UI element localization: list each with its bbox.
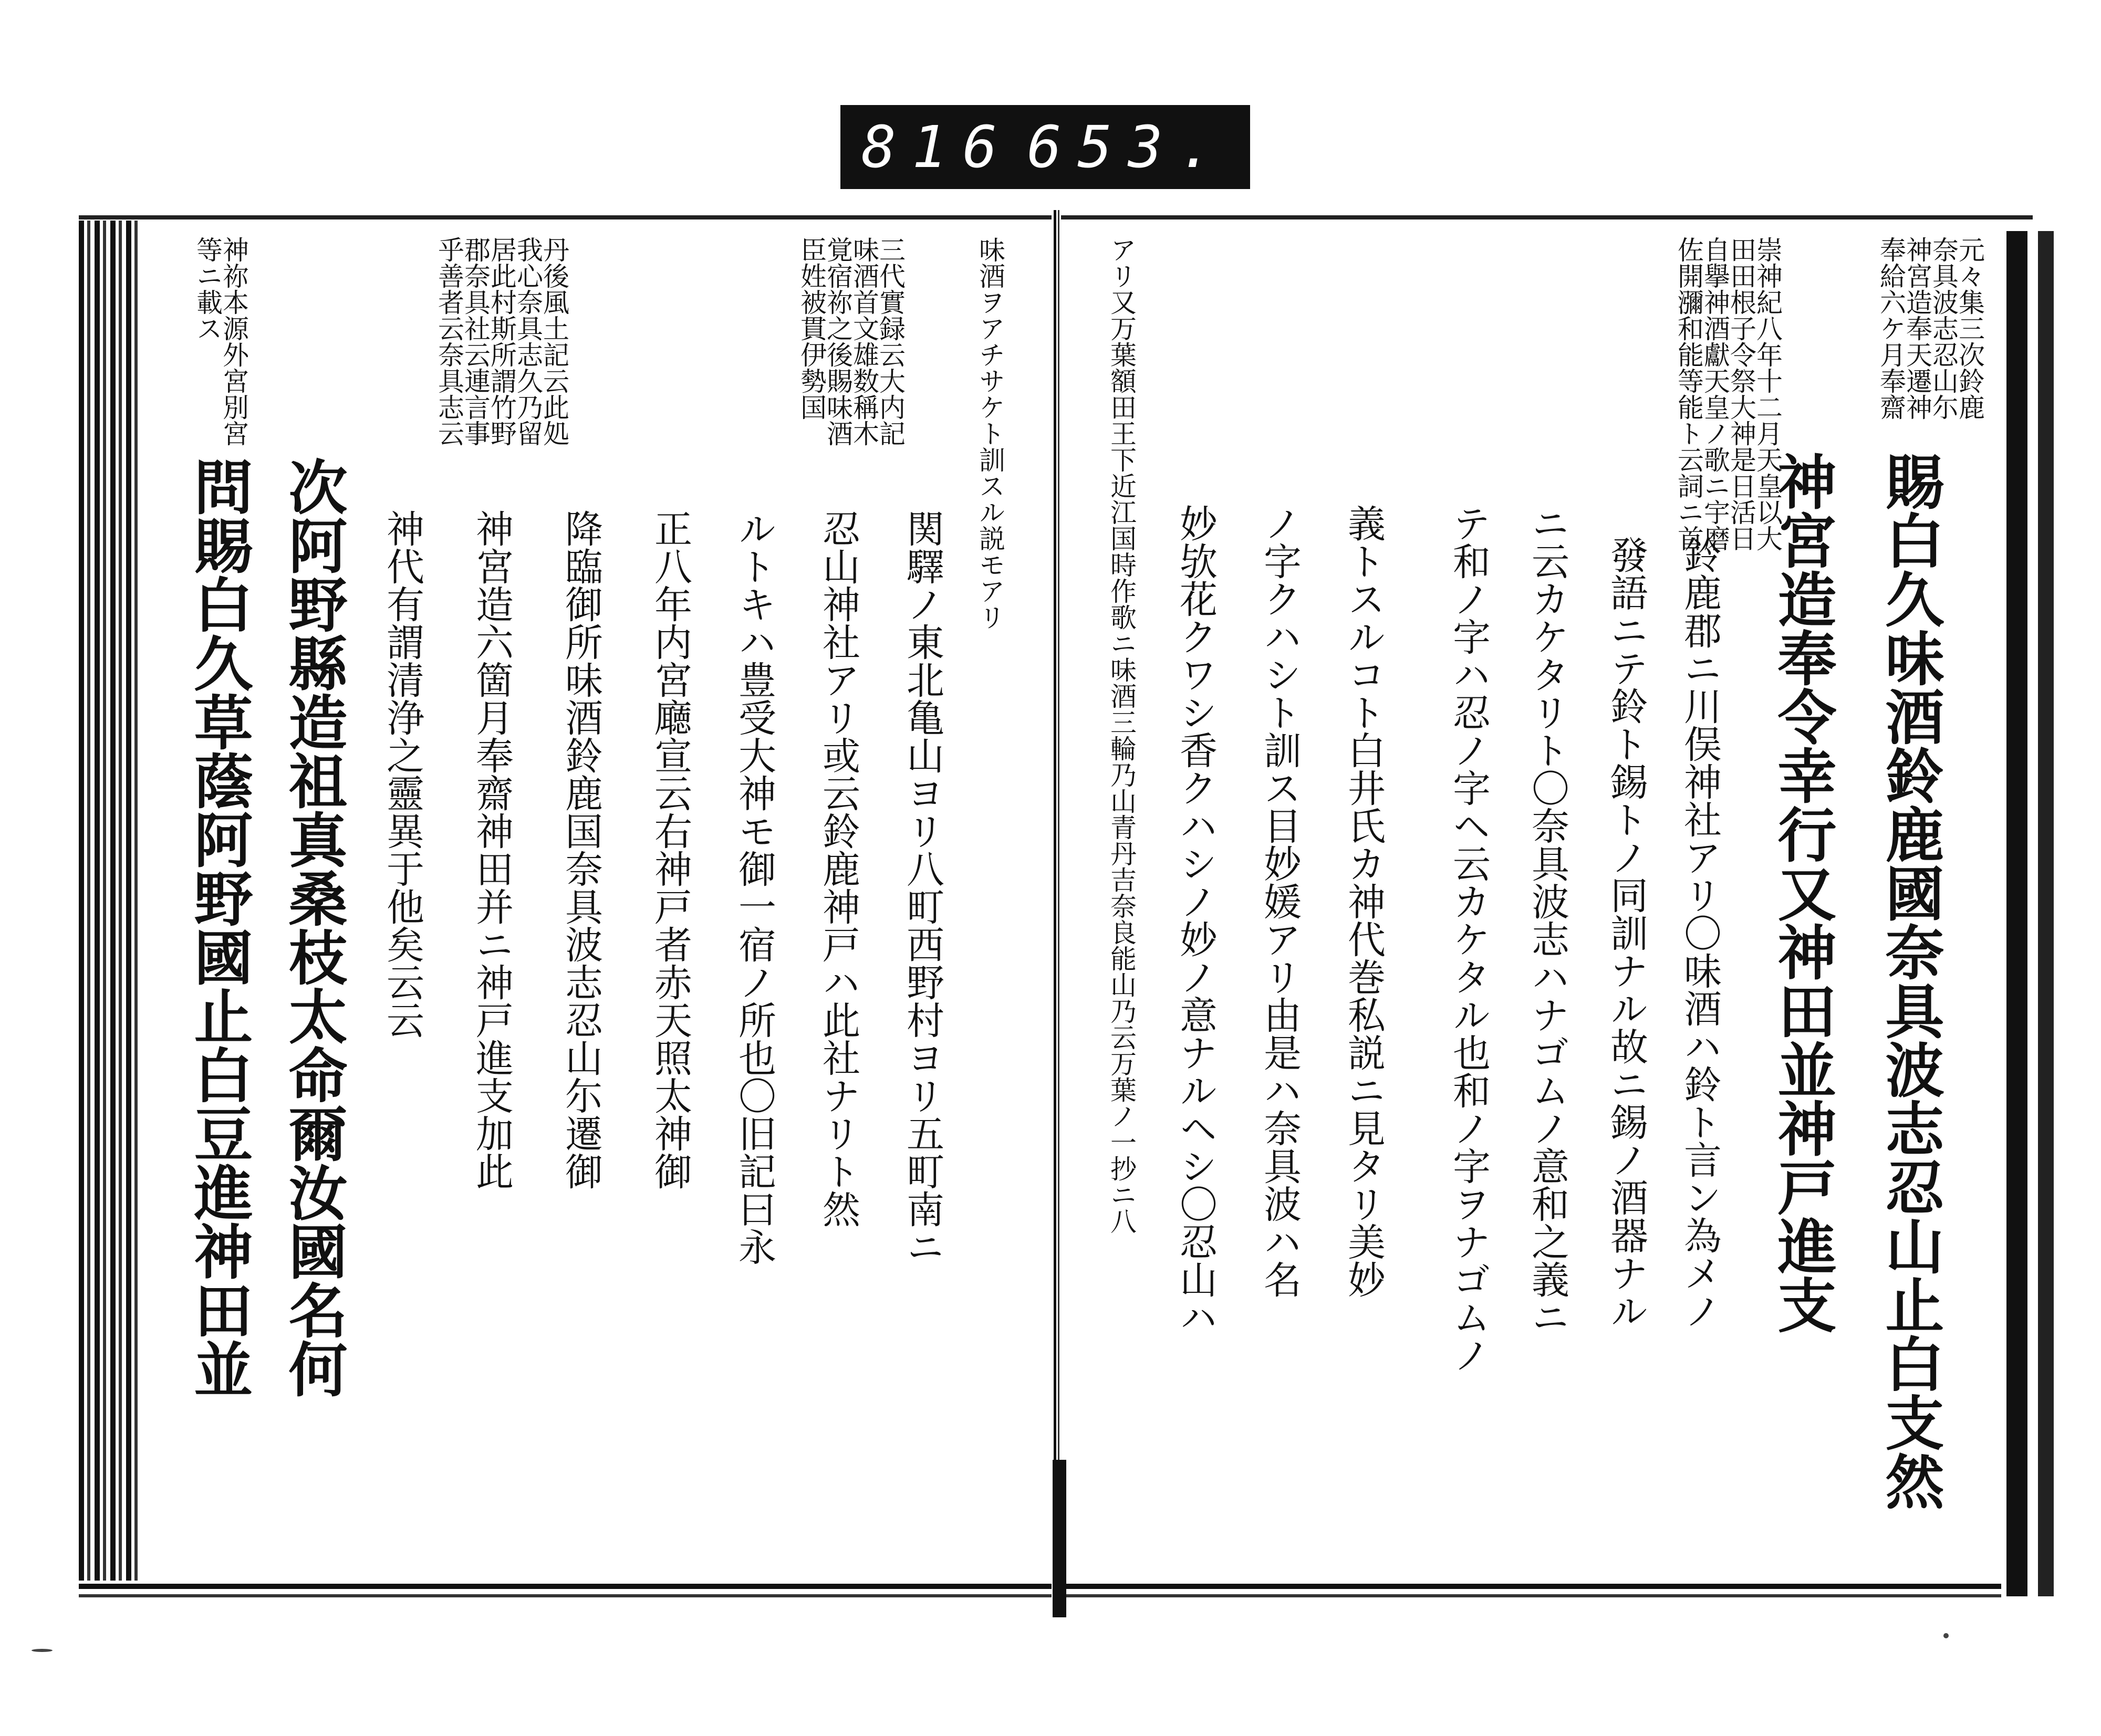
left-column-3: ルトキハ豊受大神モ御一宿ノ所也〇旧記曰永 [732, 509, 776, 1266]
right-column-9: 妙欤花クワシ香クハシノ妙ノ意ナルヘシ〇忍山ハ [1173, 504, 1218, 1336]
spine-tab [1053, 1460, 1066, 1617]
left-note-3: 丹後風土記云此処我心奈具志久乃留居此村斯所謂竹野郡奈具社云連言事乎善者云奈具志云 [434, 236, 569, 446]
scan-speck [32, 1649, 53, 1652]
right-column-6: テ和ノ字ハ忍ノ字ヘ云カケタル也和ノ字ヲナゴムノ [1447, 504, 1491, 1374]
left-note-4: 神祢本源外宮別宮等ニ載ス [192, 236, 249, 446]
right-column-7: 義トスルコト白井氏カ神代巻私説ニ見タリ美妙 [1341, 504, 1386, 1298]
right-column-8: ノ字クハシト訓ス目妙媛アリ由是ハ奈具波ハ名 [1257, 504, 1302, 1298]
stamp-left-number: 816 [861, 113, 1013, 181]
left-column-1: 関驛ノ東北亀山ヨリ八町西野村ヨリ五町南ニ [900, 509, 944, 1266]
right-page-edge [1996, 231, 2101, 1596]
right-column-3: 鈴鹿郡ニ川俣神社アリ〇味酒ハ鈴ト言ン為メノ [1678, 536, 1722, 1330]
stamp-right-number: 653. [1027, 113, 1229, 181]
left-note-2: 三代實録云大内記味酒首文雄数稱木覚宿祢之後賜味酒臣姓被貫伊勢国 [796, 236, 906, 446]
right-note-2: 崇神紀八年十二月天皇以大田田根子令祭大神是日活日自擧神酒獻天皇ノ歌ニ宇磨佐開瀰和能等能ト云詞ニ首 [1673, 236, 1783, 551]
right-column-4: 發語ニテ鈴ト錫トノ同訓ナル故ニ錫ノ酒器ナル [1604, 536, 1648, 1330]
left-column-4: 正八年内宮廰宣云右神戸者赤天照太神御 [648, 509, 692, 1190]
left-column-6: 神宮造六箇月奉齋神田并ニ神戸進支加此 [470, 509, 514, 1190]
right-note-3: アリ又万葉額田王下近江国時作歌ニ味酒三輪乃山青丹吉奈良能山乃云万葉ノ一抄ニ八 [1106, 236, 1137, 1234]
right-note-1: 元々集三次鈴鹿奈具波志忍山尓神宮造奉天遷神奉給六ケ月奉齋 [1876, 236, 1985, 420]
left-column-2: 忍山神社アリ或云鈴鹿神戸ハ此社ナリト然 [816, 509, 860, 1228]
book-spine [1052, 210, 1061, 1617]
right-column-5: ニ云カケタリト〇奈具波志ハナゴムノ意和之義ニ [1525, 504, 1569, 1336]
left-note-1: 味酒ヲアチサケト訓スル説モアリ [975, 236, 1005, 630]
left-column-8: 次阿野縣造祖真桑枝太命爾汝國名何 [279, 457, 348, 1398]
left-column-9: 問賜白久草蔭阿野國止白豆進神田並 [184, 457, 253, 1398]
scan-speck [1943, 1633, 1949, 1638]
left-column-5: 降臨御所味酒鈴鹿国奈具波志忍山尓遷御 [559, 509, 603, 1190]
archive-number-stamp [840, 105, 1250, 189]
left-page-edge [79, 221, 142, 1596]
right-column-2: 神宮造奉令幸行又神田並神戸進支 [1768, 452, 1837, 1334]
right-column-1: 賜白久味酒鈴鹿國奈具波志忍山止白支然 [1876, 452, 1944, 1510]
left-column-7: 神代有謂清浄之靈異于他矣云云 [380, 509, 424, 1039]
bottom-page-edge [79, 1581, 2001, 1602]
